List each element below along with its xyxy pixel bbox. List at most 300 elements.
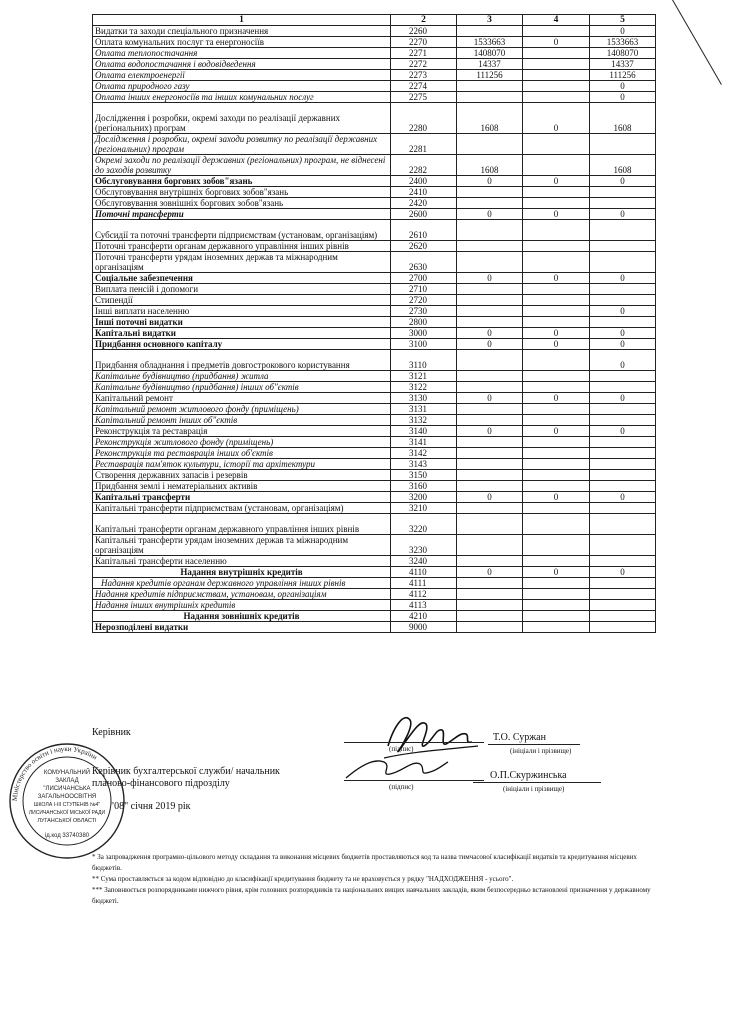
row-value-col4 xyxy=(523,503,590,514)
row-value-col3 xyxy=(457,600,523,611)
row-name: Оплата теплопостачання xyxy=(93,48,391,59)
row-name: Реконструкція житлового фонду (приміщень) xyxy=(93,437,391,448)
row-value-col4 xyxy=(523,622,590,633)
row-code: 2800 xyxy=(391,317,457,328)
row-value-col5 xyxy=(590,187,656,198)
header-col-1: 1 xyxy=(93,15,391,26)
table-row xyxy=(93,350,656,371)
row-value-col3 xyxy=(457,198,523,209)
row-code: 2281 xyxy=(391,134,457,155)
row-value-col3 xyxy=(457,81,523,92)
row-value-col4 xyxy=(523,26,590,37)
row-value-col5: 0 xyxy=(590,273,656,284)
row-value-col4 xyxy=(523,284,590,295)
footnote-3: *** Заповнюється розпорядниками нижчого рівня, крім головних розпорядників та національних вищих навчальних закладів, яким безпосередньо встановлені призначення у державному бюджеті. xyxy=(92,886,651,905)
row-value-col4: 0 xyxy=(523,393,590,404)
stamp-line-2: ЗАКЛАД xyxy=(55,778,79,784)
stamp-line-3: "ЛИСИЧАНСЬКА xyxy=(43,786,91,792)
table-row xyxy=(93,371,656,382)
row-value-col5 xyxy=(590,481,656,492)
table-row xyxy=(93,393,656,404)
row-value-col4 xyxy=(523,92,590,103)
table-row xyxy=(93,187,656,198)
stamp-line-6: ЛИСИЧАНСЬКОЇ МІСЬКОЇ РАДИ xyxy=(28,810,106,816)
accountant-sig-caption: (підпис) xyxy=(389,783,414,791)
table-row xyxy=(93,176,656,187)
row-value-col4: 0 xyxy=(523,103,590,134)
row-code: 3100 xyxy=(391,339,457,350)
table-row xyxy=(93,284,656,295)
row-name: Поточні трансферти урядам іноземних держав та міжнародним організаціям xyxy=(93,252,391,273)
row-value-col5 xyxy=(590,448,656,459)
row-value-col3: 0 xyxy=(457,426,523,437)
row-name: Поточні трансферти органам державного управління інших рівнів xyxy=(93,241,391,252)
row-value-col3: 0 xyxy=(457,567,523,578)
row-value-col4 xyxy=(523,611,590,622)
row-value-col4 xyxy=(523,187,590,198)
row-code: 2420 xyxy=(391,198,457,209)
row-value-col3 xyxy=(457,252,523,273)
row-value-col3 xyxy=(457,350,523,371)
row-name: Надання зовнішніх кредитів xyxy=(93,611,391,622)
row-code: 2610 xyxy=(391,220,457,241)
row-value-col4 xyxy=(523,556,590,567)
row-value-col4 xyxy=(523,415,590,426)
row-value-col5 xyxy=(590,198,656,209)
row-name: Надання внутрішніх кредитів xyxy=(93,567,391,578)
stamp-line-4: ЗАГАЛЬНООСВІТНЯ xyxy=(37,794,97,800)
row-name: Капітальне будівництво (придбання) інших об"єктів xyxy=(93,382,391,393)
row-value-col3: 1533663 xyxy=(457,37,523,48)
row-code: 2710 xyxy=(391,284,457,295)
footnotes xyxy=(92,852,652,907)
row-value-col5 xyxy=(590,437,656,448)
row-value-col5: 0 xyxy=(590,492,656,503)
row-name: Видатки та заходи спеціального призначення xyxy=(93,26,391,37)
corner-line xyxy=(672,0,722,85)
table-row xyxy=(93,103,656,134)
table-row xyxy=(93,92,656,103)
header-col-5: 5 xyxy=(590,15,656,26)
row-code: 3220 xyxy=(391,514,457,535)
table-row xyxy=(93,611,656,622)
row-value-col3 xyxy=(457,92,523,103)
row-name: Інші виплати населенню xyxy=(93,306,391,317)
row-value-col3: 0 xyxy=(457,492,523,503)
row-value-col4: 0 xyxy=(523,426,590,437)
row-code: 3141 xyxy=(391,437,457,448)
row-value-col3 xyxy=(457,415,523,426)
table-row xyxy=(93,448,656,459)
row-value-col4: 0 xyxy=(523,328,590,339)
row-value-col3 xyxy=(457,26,523,37)
row-code: 3230 xyxy=(391,535,457,556)
row-value-col3 xyxy=(457,284,523,295)
table-row xyxy=(93,339,656,350)
row-code: 2720 xyxy=(391,295,457,306)
table-row xyxy=(93,503,656,514)
row-value-col5 xyxy=(590,382,656,393)
row-value-col3: 0 xyxy=(457,273,523,284)
table-row xyxy=(93,578,656,589)
row-value-col5: 0 xyxy=(590,328,656,339)
row-value-col4 xyxy=(523,589,590,600)
row-code: 2273 xyxy=(391,70,457,81)
row-value-col4: 0 xyxy=(523,567,590,578)
row-value-col5 xyxy=(590,284,656,295)
stamp-ring-text: Міністерство освіти і науки України xyxy=(10,744,99,802)
row-value-col3 xyxy=(457,470,523,481)
row-value-col3: 1608 xyxy=(457,155,523,176)
table-row xyxy=(93,459,656,470)
row-name: Капітальні трансферти органам державного управління інших рівнів xyxy=(93,514,391,535)
row-code: 2280 xyxy=(391,103,457,134)
table-row xyxy=(93,295,656,306)
row-name: Капітальні трансферти підприємствам (установам, організаціям) xyxy=(93,503,391,514)
row-value-col3 xyxy=(457,448,523,459)
row-value-col4 xyxy=(523,514,590,535)
row-value-col4: 0 xyxy=(523,273,590,284)
row-code: 3140 xyxy=(391,426,457,437)
row-code: 4210 xyxy=(391,611,457,622)
row-value-col3: 14337 xyxy=(457,59,523,70)
table-header-row xyxy=(93,15,656,26)
row-value-col4: 0 xyxy=(523,492,590,503)
row-value-col4 xyxy=(523,437,590,448)
footnote-2: ** Сума проставляється за кодом відповідно до класифікації кредитування бюджету та не враховується у рядку "НАДХОДЖЕННЯ - усього". xyxy=(92,875,514,883)
row-code: 3132 xyxy=(391,415,457,426)
stamp-line-7: ЛУГАНСЬКОЇ ОБЛАСТІ xyxy=(37,818,97,824)
row-value-col5 xyxy=(590,589,656,600)
row-name: Субсидії та поточні трансферти підприємствам (установам, організаціям) xyxy=(93,220,391,241)
row-value-col5 xyxy=(590,295,656,306)
row-code: 4111 xyxy=(391,578,457,589)
row-name: Капітальні трансферти населенню xyxy=(93,556,391,567)
row-value-col3 xyxy=(457,589,523,600)
row-code: 2400 xyxy=(391,176,457,187)
row-value-col5 xyxy=(590,415,656,426)
row-code: 3143 xyxy=(391,459,457,470)
row-value-col3 xyxy=(457,306,523,317)
accountant-label-1: Керівник бухгалтерської служби/ начальник xyxy=(92,766,280,777)
row-code: 2700 xyxy=(391,273,457,284)
head-name: Т.О. Суржан xyxy=(493,732,546,743)
table-row xyxy=(93,198,656,209)
row-name: Реконструкція та реставрація xyxy=(93,426,391,437)
row-value-col5 xyxy=(590,371,656,382)
row-value-col4: 0 xyxy=(523,37,590,48)
row-value-col5: 111256 xyxy=(590,70,656,81)
table-row xyxy=(93,426,656,437)
row-value-col4 xyxy=(523,382,590,393)
row-name: Придбання основного капіталу xyxy=(93,339,391,350)
head-name-line xyxy=(488,744,580,745)
row-value-col3 xyxy=(457,503,523,514)
row-value-col5 xyxy=(590,535,656,556)
row-value-col4 xyxy=(523,578,590,589)
table-row xyxy=(93,382,656,393)
row-code: 2260 xyxy=(391,26,457,37)
table-row xyxy=(93,328,656,339)
row-name: Дослідження і розробки, окремі заходи по реалізації державних (регіональних) програм xyxy=(93,103,391,134)
row-name: Обслуговування внутрішніх боргових зобов"язань xyxy=(93,187,391,198)
row-value-col3: 0 xyxy=(457,328,523,339)
table-row xyxy=(93,252,656,273)
row-value-col3: 1408070 xyxy=(457,48,523,59)
accountant-name: О.П.Скуржинська xyxy=(490,770,567,781)
row-name: Капітальний ремонт xyxy=(93,393,391,404)
row-value-col3 xyxy=(457,404,523,415)
row-code: 9000 xyxy=(391,622,457,633)
row-code: 3000 xyxy=(391,328,457,339)
stamp-line-5: ШКОЛА І-ІІІ СТУПЕНІВ №4" xyxy=(33,802,101,808)
row-value-col5: 0 xyxy=(590,81,656,92)
table-row xyxy=(93,70,656,81)
head-signature-line xyxy=(344,742,484,743)
row-name: Оплата водопостачання і водовідведення xyxy=(93,59,391,70)
row-name: Оплата природного газу xyxy=(93,81,391,92)
row-value-col4 xyxy=(523,252,590,273)
row-value-col4 xyxy=(523,155,590,176)
row-value-col4 xyxy=(523,306,590,317)
head-sig-caption: (підпис) xyxy=(389,745,414,753)
row-value-col5 xyxy=(590,134,656,155)
row-code: 3160 xyxy=(391,481,457,492)
row-name: Придбання землі і нематеріальних активів xyxy=(93,481,391,492)
row-value-col5 xyxy=(590,252,656,273)
accountant-signature-line xyxy=(344,780,484,781)
table-row xyxy=(93,209,656,220)
row-value-col5 xyxy=(590,404,656,415)
row-value-col5 xyxy=(590,622,656,633)
row-name: Капітальні трансферти урядам іноземних держав та міжнародним організаціям xyxy=(93,535,391,556)
row-value-col4 xyxy=(523,481,590,492)
row-code: 3110 xyxy=(391,350,457,371)
row-code: 3200 xyxy=(391,492,457,503)
row-value-col5: 0 xyxy=(590,92,656,103)
row-name: Капітальний ремонт житлового фонду (приміщень) xyxy=(93,404,391,415)
row-name: Соціальне забезпечення xyxy=(93,273,391,284)
table-row xyxy=(93,134,656,155)
row-value-col3 xyxy=(457,535,523,556)
row-value-col5: 0 xyxy=(590,306,656,317)
row-value-col4 xyxy=(523,535,590,556)
table-row xyxy=(93,241,656,252)
row-code: 2272 xyxy=(391,59,457,70)
row-code: 2274 xyxy=(391,81,457,92)
row-value-col5 xyxy=(590,220,656,241)
accountant-label-2: планово-фінансового підрозділу xyxy=(92,778,230,789)
row-value-col3: 1608 xyxy=(457,103,523,134)
row-code: 3210 xyxy=(391,503,457,514)
table-row xyxy=(93,622,656,633)
footnote-1: * За запровадження програмно-цільового методу складання та виконання місцевих бюджетів проставляються код та назва тимчасової класифікації видатків та кредитування місцевих бюджетів. xyxy=(92,853,637,872)
row-value-col5: 1608 xyxy=(590,155,656,176)
row-value-col3 xyxy=(457,187,523,198)
row-value-col5 xyxy=(590,503,656,514)
row-value-col5: 0 xyxy=(590,26,656,37)
row-value-col3 xyxy=(457,371,523,382)
row-value-col5 xyxy=(590,470,656,481)
table-row xyxy=(93,37,656,48)
row-name: Надання інших внутрішніх кредитів xyxy=(93,600,391,611)
row-value-col4 xyxy=(523,470,590,481)
row-name: Придбання обладнання і предметів довгострокового користування xyxy=(93,350,391,371)
report-date: "08" січня 2019 рік xyxy=(110,801,191,812)
accountant-name-line xyxy=(473,782,601,783)
row-value-col4 xyxy=(523,448,590,459)
row-value-col3 xyxy=(457,611,523,622)
table-row xyxy=(93,481,656,492)
row-code: 2270 xyxy=(391,37,457,48)
row-value-col3: 111256 xyxy=(457,70,523,81)
row-value-col5 xyxy=(590,241,656,252)
row-code: 3131 xyxy=(391,404,457,415)
row-value-col5: 1408070 xyxy=(590,48,656,59)
row-value-col5 xyxy=(590,578,656,589)
row-code: 2730 xyxy=(391,306,457,317)
table-row xyxy=(93,81,656,92)
row-value-col3: 0 xyxy=(457,176,523,187)
row-value-col4 xyxy=(523,198,590,209)
row-value-col5: 0 xyxy=(590,567,656,578)
row-value-col4 xyxy=(523,459,590,470)
row-value-col3 xyxy=(457,556,523,567)
row-name: Окремі заходи по реалізації державних (регіональних) програм, не віднесені до заходів розвитку xyxy=(93,155,391,176)
row-value-col4 xyxy=(523,600,590,611)
table-row xyxy=(93,48,656,59)
row-name: Оплата електроенергії xyxy=(93,70,391,81)
row-value-col5 xyxy=(590,600,656,611)
row-name: Надання кредитів органам державного управління інших рівнів xyxy=(93,578,391,589)
row-value-col3 xyxy=(457,622,523,633)
table-row xyxy=(93,589,656,600)
row-value-col3 xyxy=(457,220,523,241)
row-value-col5: 14337 xyxy=(590,59,656,70)
row-code: 2271 xyxy=(391,48,457,59)
row-value-col3: 0 xyxy=(457,209,523,220)
row-code: 2630 xyxy=(391,252,457,273)
row-value-col4 xyxy=(523,59,590,70)
table-row xyxy=(93,273,656,284)
row-name: Дослідження і розробки, окремі заходи розвитку по реалізації державних (регіональних) програм xyxy=(93,134,391,155)
row-code: 3142 xyxy=(391,448,457,459)
row-value-col4: 0 xyxy=(523,339,590,350)
row-value-col4 xyxy=(523,371,590,382)
row-name: Оплата комунальних послуг та енергоносіїв xyxy=(93,37,391,48)
table-row xyxy=(93,415,656,426)
table-row xyxy=(93,567,656,578)
row-name: Створення державних запасів і резервів xyxy=(93,470,391,481)
row-value-col4: 0 xyxy=(523,176,590,187)
table-row xyxy=(93,514,656,535)
row-value-col4 xyxy=(523,295,590,306)
table-row xyxy=(93,600,656,611)
stamp-line-1: КОМУНАЛЬНИЙ xyxy=(43,770,91,776)
row-value-col4 xyxy=(523,241,590,252)
row-name: Стипендії xyxy=(93,295,391,306)
row-value-col4 xyxy=(523,70,590,81)
row-name: Обслуговування боргових зобов"язань xyxy=(93,176,391,187)
row-code: 3122 xyxy=(391,382,457,393)
table-row xyxy=(93,306,656,317)
head-name-caption: (ініціали і прізвище) xyxy=(510,747,572,755)
table-row xyxy=(93,470,656,481)
row-code: 3150 xyxy=(391,470,457,481)
row-value-col3: 0 xyxy=(457,339,523,350)
row-code: 2282 xyxy=(391,155,457,176)
row-value-col3 xyxy=(457,317,523,328)
table-row xyxy=(93,535,656,556)
row-name: Капітальні трансферти xyxy=(93,492,391,503)
row-name: Капітальне будівництво (придбання) житла xyxy=(93,371,391,382)
table-row xyxy=(93,492,656,503)
row-value-col3 xyxy=(457,382,523,393)
row-value-col5 xyxy=(590,611,656,622)
row-name: Капітальний ремонт інших об"єктів xyxy=(93,415,391,426)
row-value-col3 xyxy=(457,578,523,589)
row-value-col3 xyxy=(457,241,523,252)
head-label: Керівник xyxy=(92,727,131,738)
accountant-name-caption: (ініціали і прізвище) xyxy=(503,785,565,793)
row-value-col5: 0 xyxy=(590,209,656,220)
header-col-3: 3 xyxy=(457,15,523,26)
row-code: 2600 xyxy=(391,209,457,220)
row-name: Капітальні видатки xyxy=(93,328,391,339)
row-value-col5 xyxy=(590,514,656,535)
table-row xyxy=(93,220,656,241)
row-value-col3 xyxy=(457,134,523,155)
row-value-col4 xyxy=(523,48,590,59)
row-value-col5 xyxy=(590,317,656,328)
header-col-2: 2 xyxy=(391,15,457,26)
row-name: Виплата пенсій і допомоги xyxy=(93,284,391,295)
table-row xyxy=(93,556,656,567)
row-value-col5 xyxy=(590,556,656,567)
table-row xyxy=(93,404,656,415)
row-name: Інші поточні видатки xyxy=(93,317,391,328)
row-code: 3121 xyxy=(391,371,457,382)
row-name: Реконструкція та реставрація інших об'єктів xyxy=(93,448,391,459)
row-name: Обслуговування зовнішніх боргових зобов"язань xyxy=(93,198,391,209)
expenditure-table xyxy=(92,14,656,633)
table-row xyxy=(93,59,656,70)
row-value-col4: 0 xyxy=(523,209,590,220)
row-value-col4 xyxy=(523,220,590,241)
row-value-col5: 0 xyxy=(590,176,656,187)
row-value-col3 xyxy=(457,437,523,448)
table-row xyxy=(93,26,656,37)
row-value-col3 xyxy=(457,295,523,306)
row-name: Надання кредитів підприємствам, установам, організаціям xyxy=(93,589,391,600)
row-name: Нерозподілені видатки xyxy=(93,622,391,633)
table-row xyxy=(93,155,656,176)
table-row xyxy=(93,317,656,328)
row-code: 3240 xyxy=(391,556,457,567)
row-code: 2275 xyxy=(391,92,457,103)
row-value-col3: 0 xyxy=(457,393,523,404)
row-value-col4 xyxy=(523,404,590,415)
row-value-col5 xyxy=(590,459,656,470)
row-value-col5: 0 xyxy=(590,339,656,350)
row-code: 4113 xyxy=(391,600,457,611)
row-code: 3130 xyxy=(391,393,457,404)
table-body xyxy=(93,26,656,633)
stamp-code: ід.код 33740380 xyxy=(44,833,90,839)
row-name: Поточні трансферти xyxy=(93,209,391,220)
row-name: Реставрація пам'яток культури, історії та архітектури xyxy=(93,459,391,470)
row-value-col3 xyxy=(457,514,523,535)
